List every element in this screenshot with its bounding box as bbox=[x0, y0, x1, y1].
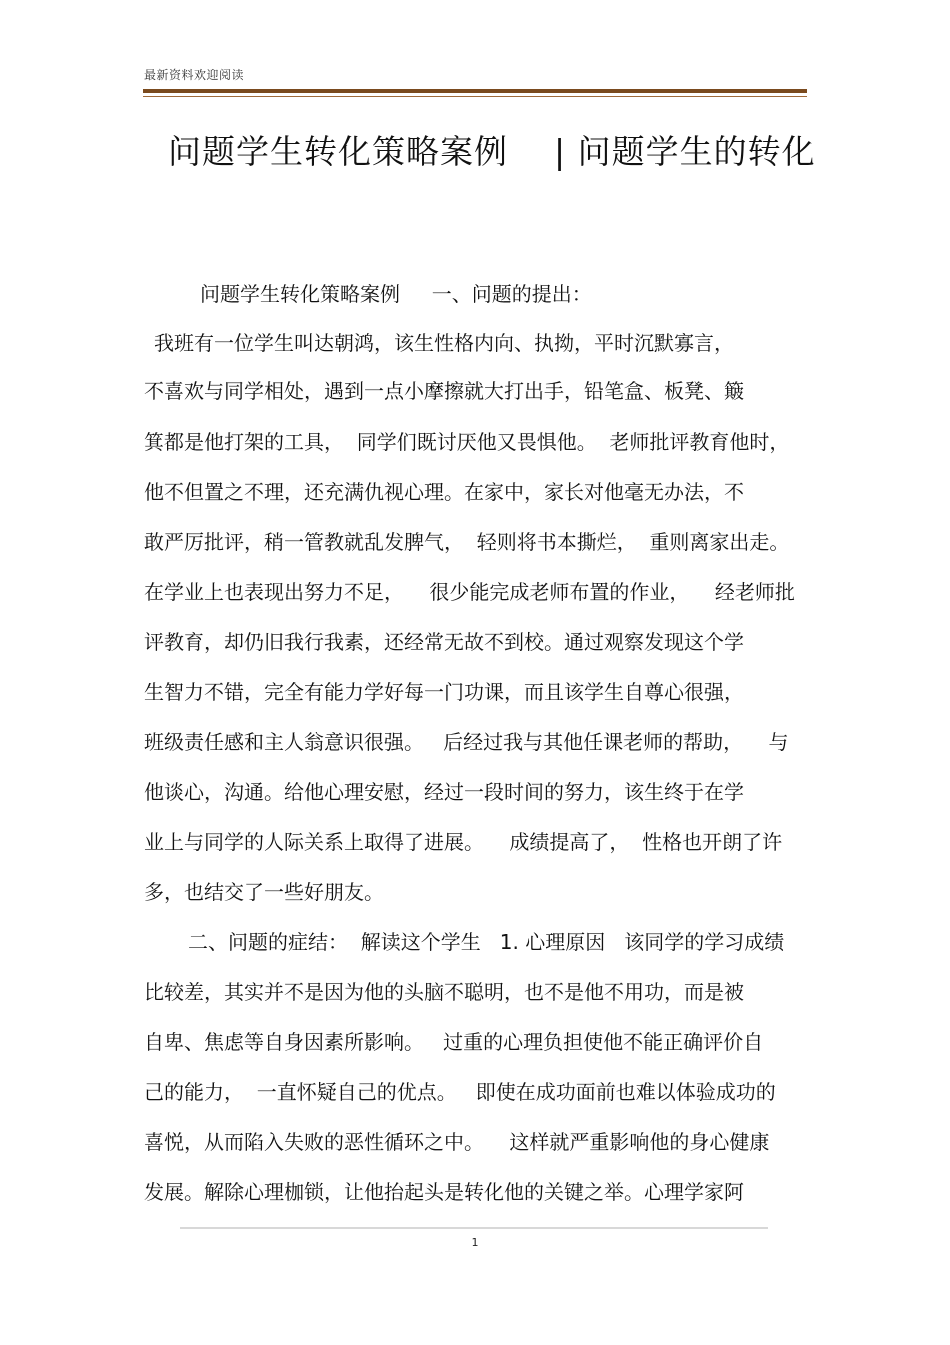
body-line: 他谈心，沟通。给他心理安慰，经过一段时间的努力，该生终于在学 bbox=[144, 780, 744, 804]
body-line: 生智力不错，完全有能力学好每一门功课，而且该学生自尊心很强， bbox=[144, 680, 744, 704]
body-line: 多，也结交了一些好朋友。 bbox=[144, 880, 384, 904]
body-line: 问题学生转化策略案例 一、问题的提出： bbox=[200, 282, 592, 306]
body-line: 不喜欢与同学相处，遇到一点小摩擦就大打出手，铅笔盒、板凳、簸 bbox=[144, 379, 744, 403]
body-line: 班级责任感和主人翁意识很强。 后经过我与其他任课老师的帮助， 与 bbox=[144, 730, 789, 754]
page-number: 1 bbox=[471, 1236, 479, 1249]
header-label: 最新资料欢迎阅读 bbox=[144, 68, 245, 82]
header-rule-thin bbox=[143, 96, 807, 97]
body-line: 业上与同学的人际关系上取得了进展。 成绩提高了， 性格也开朗了许 bbox=[144, 830, 783, 854]
body-line: 自卑、焦虑等自身因素所影响。 过重的心理负担使他不能正确评价自 bbox=[144, 1030, 764, 1054]
body-line: 评教育，却仍旧我行我素，还经常无故不到校。通过观察发现这个学 bbox=[144, 630, 744, 654]
body-line: 他不但置之不理，还充满仇视心理。在家中，家长对他毫无办法，不 bbox=[144, 480, 744, 504]
body-line: 箕都是他打架的工具， 同学们既讨厌他又畏惧他。 老师批评教育他时， bbox=[144, 430, 790, 454]
body-line: 比较差，其实并不是因为他的头脑不聪明，也不是他不用功，而是被 bbox=[144, 980, 744, 1004]
body-line: 己的能力， 一直怀疑自己的优点。 即使在成功面前也难以体验成功的 bbox=[144, 1080, 776, 1104]
header-rule-thick bbox=[143, 89, 807, 93]
footer-rule bbox=[180, 1227, 768, 1229]
body-line: 二、问题的症结： 解读这个学生 1. 心理原因 该同学的学习成绩 bbox=[188, 930, 785, 954]
body-line: 在学业上也表现出努力不足， 很少能完成老师布置的作业， 经老师批 bbox=[144, 580, 795, 604]
body-line: 我班有一位学生叫达朝鸿，该生性格内向、执拗，平时沉默寡言， bbox=[154, 331, 734, 355]
body-line: 喜悦，从而陷入失败的恶性循环之中。 这样就严重影响他的身心健康 bbox=[144, 1130, 770, 1154]
body-line: 敢严厉批评，稍一管教就乱发脾气， 轻则将书本撕烂， 重则离家出走。 bbox=[144, 530, 790, 554]
body-line: 发展。解除心理枷锁，让他抬起头是转化他的关键之举。心理学家阿 bbox=[144, 1180, 744, 1204]
document-title: 问题学生转化策略案例 | 问题学生的转化 bbox=[168, 132, 816, 171]
